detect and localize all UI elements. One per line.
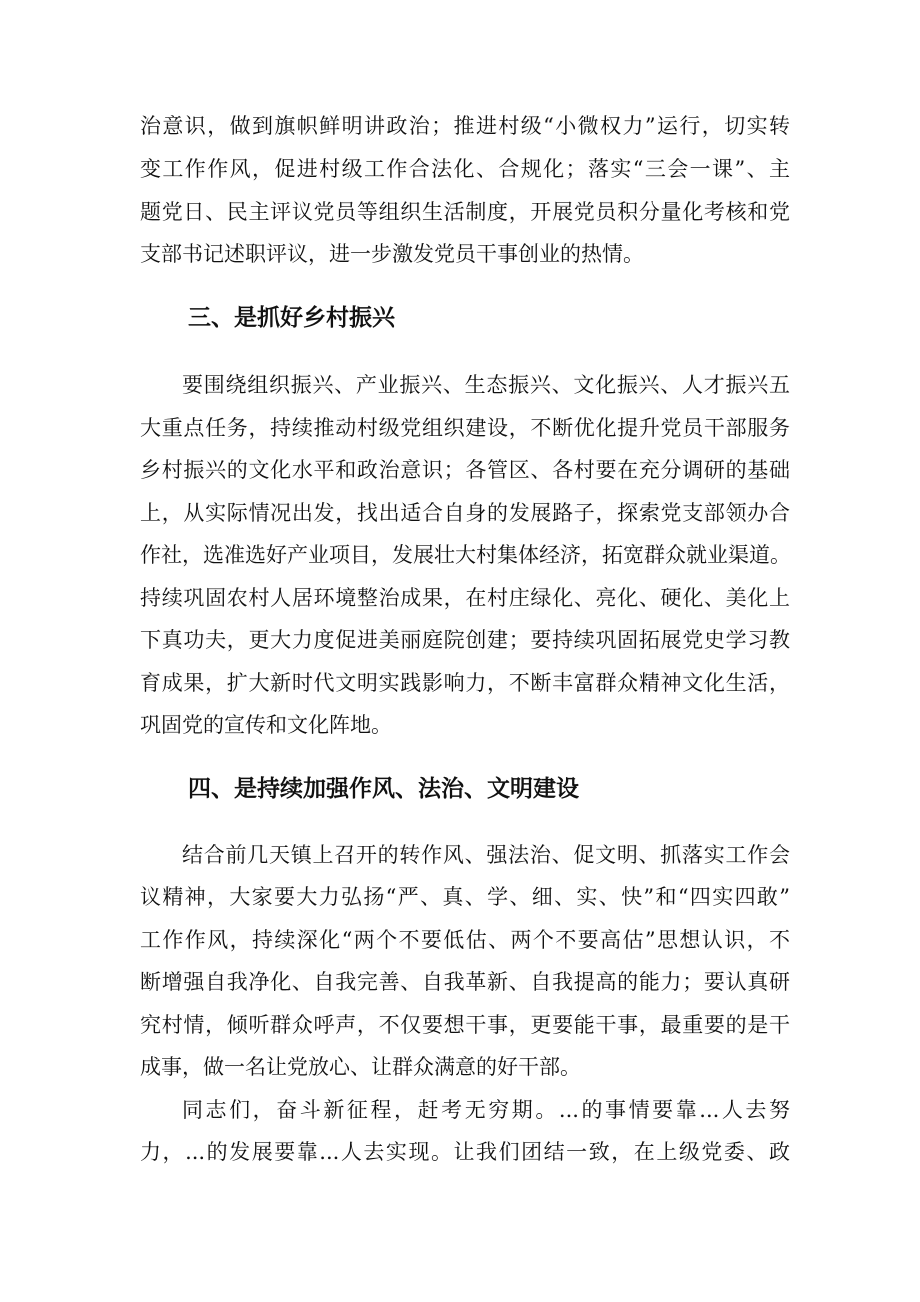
paragraph-line: 大重点任务，持续推动村级党组织建设，不断优化提升党员干部服务 — [140, 416, 790, 440]
paragraph-line: 乡村振兴的文化水平和政治意识；各管区、各村要在充分调研的基础 — [140, 458, 790, 482]
section-heading-three: 三、是抓好乡村振兴 — [188, 305, 395, 331]
paragraph-line: 议精神，大家要大力弘扬“严、真、学、细、实、快”和“四实四敢” — [140, 885, 790, 909]
paragraph-line: 上，从实际情况出发，找出适合自身的发展路子，探索党支部领办合 — [140, 501, 790, 525]
paragraph-line: 支部书记述职评议，进一步激发党员干事创业的热情。 — [140, 242, 644, 266]
paragraph-line: 要围绕组织振兴、产业振兴、生态振兴、文化振兴、人才振兴五 — [182, 373, 790, 397]
paragraph-line: 工作作风，持续深化“两个不要低估、两个不要高估”思想认识，不 — [140, 928, 790, 952]
paragraph-line: 结合前几天镇上召开的转作风、强法治、促文明、抓落实工作会 — [182, 843, 790, 867]
paragraph-line: 持续巩固农村人居环境整治成果，在村庄绿化、亮化、硬化、美化上 — [140, 586, 790, 610]
paragraph-line: 断增强自我净化、自我完善、自我革新、自我提高的能力；要认真研 — [140, 970, 790, 994]
section-heading-four: 四、是持续加强作风、法治、文明建设 — [188, 776, 579, 802]
paragraph-line: 题党日、民主评议党员等组织生活制度，开展党员积分量化考核和党 — [140, 200, 790, 224]
paragraph-line: 成事，做一名让党放心、让群众满意的好干部。 — [140, 1055, 581, 1079]
paragraph-line: 变工作作风，促进村级工作合法化、合规化；落实“三会一课”、主 — [140, 157, 790, 181]
paragraph-line: 究村情，倾听群众呼声，不仅要想干事，更要能干事，最重要的是干 — [140, 1013, 790, 1037]
paragraph-line: 治意识，做到旗帜鲜明讲政治；推进村级“小微权力”运行，切实转 — [140, 114, 790, 138]
paragraph-line: 育成果，扩大新时代文明实践影响力，不断丰富群众精神文化生活， — [140, 671, 790, 695]
paragraph-line: 力，...的发展要靠...人去实现。让我们团结一致，在上级党委、政 — [140, 1140, 790, 1164]
paragraph-line: 巩固党的宣传和文化阵地。 — [140, 713, 392, 737]
paragraph-line: 同志们，奋斗新征程，赶考无穷期。...的事情要靠...人去努 — [182, 1098, 790, 1122]
paragraph-line: 作社，选准选好产业项目，发展壮大村集体经济，拓宽群众就业渠道。 — [140, 543, 791, 567]
paragraph-line: 下真功夫，更大力度促进美丽庭院创建；要持续巩固拓展党史学习教 — [140, 628, 790, 652]
